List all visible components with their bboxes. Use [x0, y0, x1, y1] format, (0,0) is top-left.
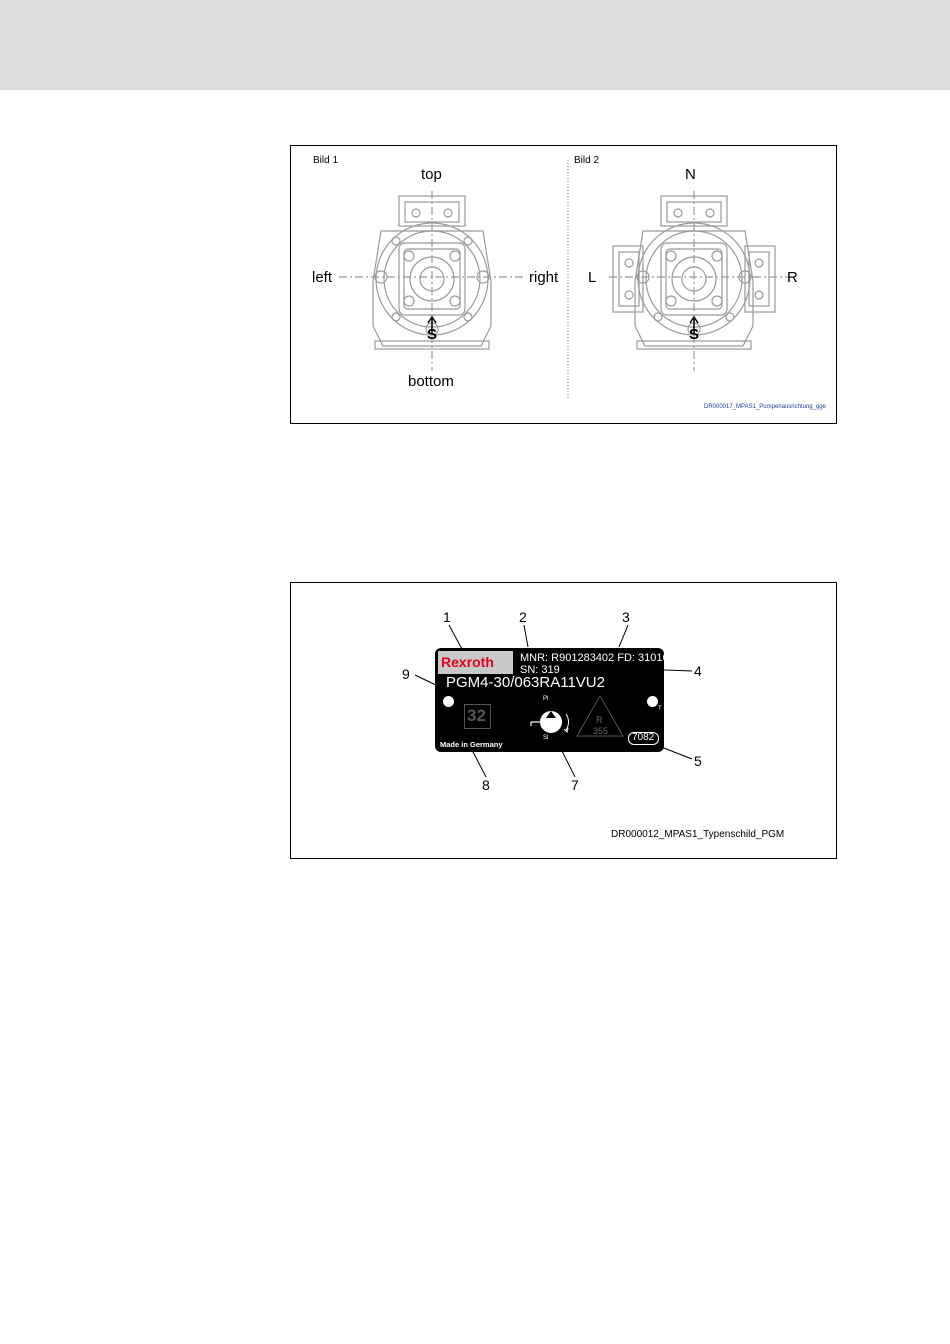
sn-line: SN: 319 — [520, 664, 560, 676]
suction-label-left: S — [427, 326, 438, 343]
callout-4: 4 — [694, 663, 702, 679]
mounting-hole-right — [647, 696, 658, 707]
mounting-hole-left — [443, 696, 454, 707]
code-text: 7082 — [632, 732, 655, 743]
size-badge-text: 32 — [467, 706, 486, 725]
figure2-reference: DR000012_MPAS1_Typenschild_PGM — [611, 829, 785, 840]
sl-label: Sl — [543, 735, 549, 741]
direction-top-label: top — [421, 166, 442, 183]
callout-1: 1 — [443, 609, 451, 625]
callout-5: 5 — [694, 753, 702, 769]
type-code: PGM4-30/063RA11VU2 — [446, 674, 605, 691]
figure-type-plate — [290, 582, 837, 859]
callout-2: 2 — [519, 609, 527, 625]
pl-label: Pl — [543, 696, 549, 702]
page-header-bar — [0, 0, 950, 90]
direction-left-label: left — [312, 269, 333, 286]
callout-9: 9 — [402, 666, 410, 682]
code-oval — [628, 732, 659, 745]
panel-1-label: Bild 1 — [313, 155, 339, 166]
callout-3: 3 — [622, 609, 630, 625]
pump-drawing-right — [581, 171, 821, 401]
triangle-number: 355 — [593, 726, 609, 736]
direction-right-label: right — [529, 269, 559, 286]
suction-label-right: S — [689, 326, 700, 343]
panel-2-label: Bild 2 — [574, 155, 600, 166]
type-plate — [435, 648, 669, 752]
figure1-reference: DR000017_MPAS1_Pumpenausrichtung_gge — [704, 404, 826, 410]
direction-l-label: L — [588, 269, 597, 286]
callout-8: 8 — [482, 777, 490, 793]
size-badge — [464, 704, 491, 729]
callout-7: 7 — [571, 777, 579, 793]
brand-logo-box — [438, 651, 513, 674]
t-label: T — [658, 706, 662, 712]
figure-pump-orientation — [290, 145, 837, 424]
direction-r-label: R — [787, 269, 798, 286]
direction-bottom-label: bottom — [408, 373, 454, 390]
mnr-line: MNR: R901283402 FD: 31016 — [520, 652, 669, 664]
direction-n-label: N — [685, 166, 696, 183]
brand-logo: Rexroth — [441, 654, 494, 670]
origin-text: Made in Germany — [440, 740, 503, 749]
triangle-r: R — [596, 715, 603, 725]
pump-drawing-left — [301, 171, 561, 401]
